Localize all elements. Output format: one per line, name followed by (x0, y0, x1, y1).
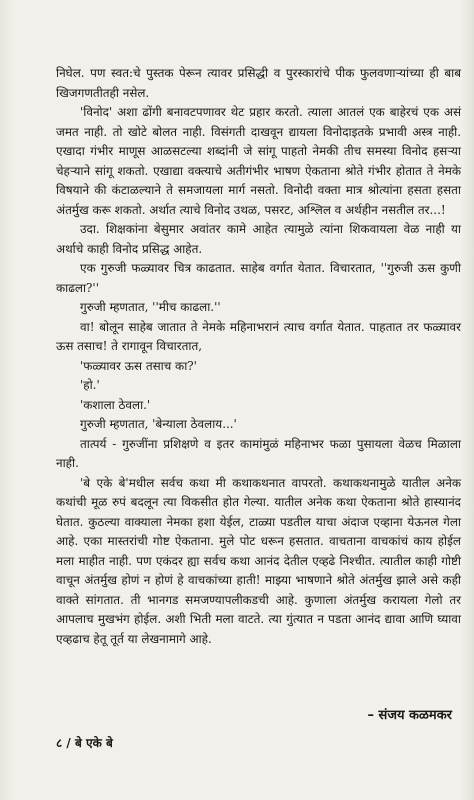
paragraph-2: 'विनोद' अशा ढोंगी बनावटपणावर थेट प्रहार करतो. त्याला आतलं एक बाहेरचं एक असं जमत नाही. तो खोटे बोलत नाही. विसंगती दाखवून द्यायला विनोदाइतके प्रभावी अस्त्र नाही. एखादा गंभीर माणूस आळसटल्या शब्दांनी जे सांगू पाहतो नेमकी तीच समस्या विनोद हसऱ्या चेहऱ्याने सांगू शकतो. एखाद्या वक्त्याचे अतीगंभीर भाषण ऐकताना श्रोते गंभीर होतात ते नेमके विषयाने की कंटाळल्याने ते समजायला मार्ग नसतो. विनोदी वक्ता मात्र श्रोत्यांना हसता हसता अंतर्मुख करू शकतो. अर्थात त्याचे विनोद उथळ, पसरट, अश्लिल व अर्थहीन नसतील तर...! (56, 105, 461, 217)
paragraph-3: उदा. शिक्षकांना बेसुमार अवांतर कामे आहेत त्यामुळे त्यांना शिकवायला वेळ नाही या अर्थाचे काही विनोद प्रसिद्ध आहेत. (56, 222, 461, 256)
paragraph-10: गुरुजी म्हणतात, 'बेन्याला ठेवलाय...' (80, 417, 237, 431)
paragraph-4: एक गुरुजी फळ्यावर चित्र काढतात. साहेब वर्गात येतात. विचारतात, ''गुरुजी ऊस कुणी काढला?'' (56, 261, 461, 295)
paragraph-1: निघेल. पण स्वत:चे पुस्तक पेरून त्यावर प्रसिद्धी व पुरस्कारांचे पीक फुलवणाऱ्यांच्या ही बाब खिजगणतीतही नसेल. (56, 66, 461, 100)
paragraph-9: 'कशाला ठेवला.' (80, 397, 151, 412)
paragraph-7: 'फळ्यावर ऊस तसाच का?' (80, 358, 197, 373)
paragraph-5: गुरुजी म्हणतात, ''मीच काढला.'' (80, 300, 221, 314)
paragraph-11: तात्पर्य - गुरुजींना प्रशिक्षणे व इतर कामांमुळं महिनाभर फळा पुसायला वेळच मिळाला नाही. (56, 436, 461, 470)
body-text (56, 64, 461, 649)
page-footer: ८ / बे एके बे (56, 736, 113, 750)
paragraph-12: 'बे एके बे'मधील सर्वच कथा मी कथाकथनात वापरतो. कथाकथनामुळे यातील अनेक कथांची मूळ रुपं बदलून त्या विकसीत होत गेल्या. यातील अनेक कथा ऐकताना श्रोते हास्यानंद घेतात. कुठल्या वाक्याला नेमका हशा येईल, टाळ्या पडतील याचा अंदाज एव्हाना येऊनल गेला आहे. एका मास्तरांची गोष्ट ऐकताना. मुले पोट धरून हसतात. वाचताना वाचकांचं काय होईल मला माहीत नाही. पण एकंदर ह्या सर्वच कथा आनंद देतील एव्हढे निश्चीत. त्यातील काही गोष्टी वाचून अंतर्मुख होणं न होणं हे वाचकांच्या हाती! माझ्या भाषणाने श्रोते अंतर्मुख झाले असे कही वाक्ते सांगतात. ती भानगड समजण्यापलीकडची आहे. कुणाला अंतर्मुख करायला गेलो तर आपलाच मुखभंग होईल. अशी भिती मला वाटते. त्या गुंत्यात न पडता आनंद द्यावा आणि घ्यावा एव्हढाच हेतू तूर्त या लेखनामागे आहे. (56, 475, 461, 646)
author-signature: – संजय कळमकर (367, 708, 452, 723)
paragraph-6: वा! बोलून साहेब जातात ते नेमके महिनाभरानं त्याच वर्गात येतात. पाहतात तर फळ्यावर ऊस तसाच! ते रागावून विचारतात, (56, 319, 461, 353)
paragraph-8: 'हो.' (80, 378, 100, 392)
